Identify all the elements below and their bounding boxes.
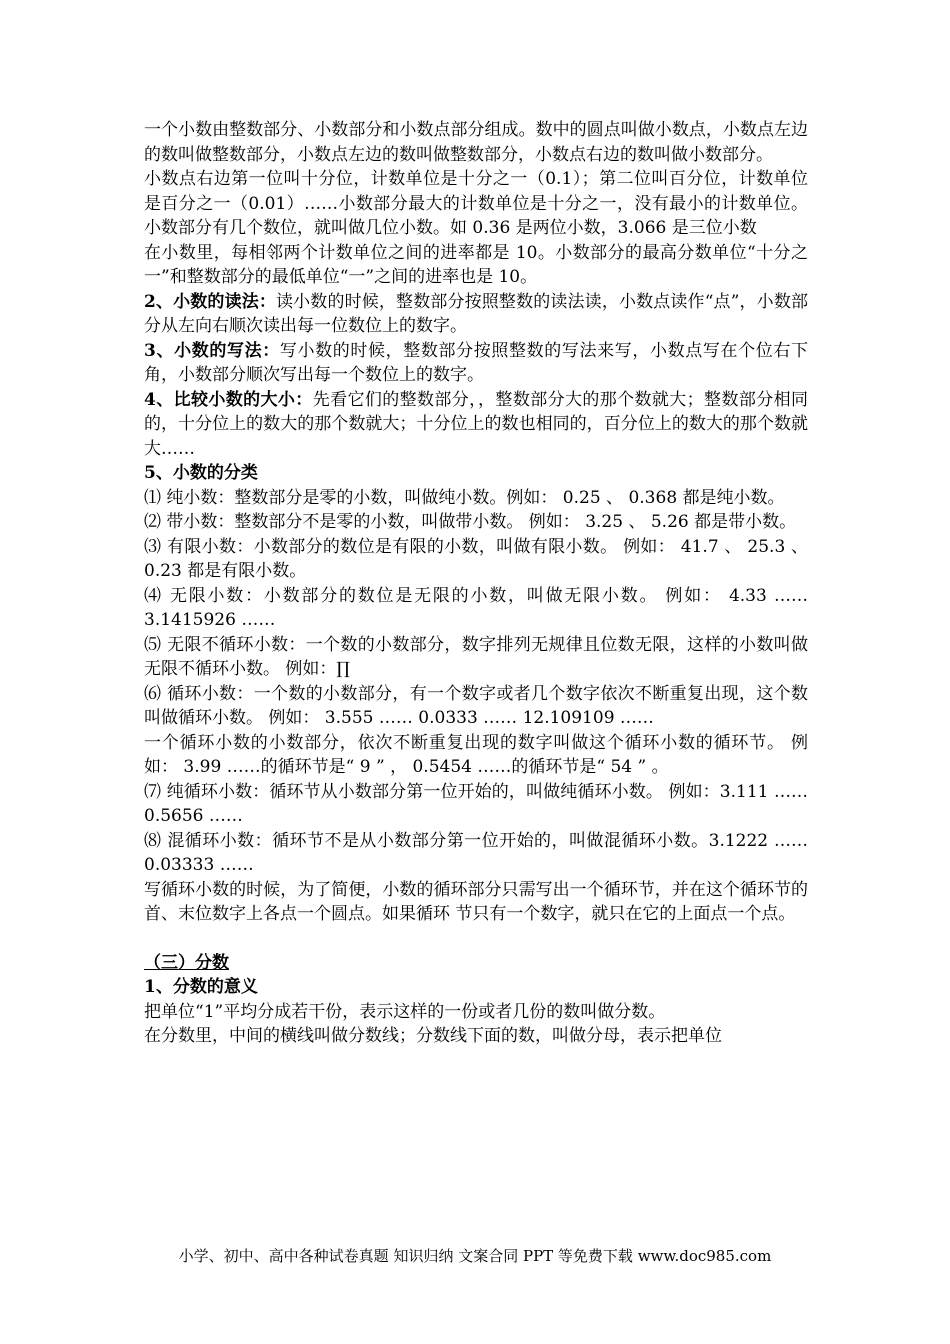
comparing-text: 先看它们的整数部分，，整数部分大的那个数就大；整数部分相同的，十分位上的数大的那个数就大；十分位上的数也相同的，百分位上的数大的那个数就大…… — [144, 389, 808, 459]
section-comparing — [144, 388, 808, 462]
document-body — [144, 118, 808, 1049]
classification-heading: 5、小数的分类 — [144, 463, 258, 483]
classification-item-repeating: ⑹ 循环小数：一个数的小数部分，有一个数字或者几个数字依次不断重复出现，这个数叫做循环小数。 例如： 3.555 …… 0.0333 …… 12.109109 …… — [144, 683, 808, 728]
classification-item-finite: ⑶ 有限小数：小数部分的数位是有限的小数，叫做有限小数。 例如： 41.7 、 25.3 、 0.23 都是有限小数。 — [144, 536, 808, 581]
fraction-meaning-heading: 1、分数的意义 — [144, 977, 258, 997]
writing-heading: 3、小数的写法： — [144, 340, 280, 361]
spacer — [144, 927, 808, 951]
fraction-paragraph-1: 把单位“1”平均分成若干份，表示这样的一份或者几份的数叫做分数。 — [144, 1001, 666, 1022]
classification-item-infinite: ⑷ 无限小数：小数部分的数位是无限的小数，叫做无限小数。 例如： 4.33 …… 3.1415926 …… — [144, 585, 808, 630]
section-writing — [144, 339, 808, 388]
classification-item-nonrepeating: ⑸ 无限不循环小数：一个数的小数部分，数字排列无规律且位数无限，这样的小数叫做无限不循环小数。 例如：∏ — [144, 634, 808, 679]
comparing-heading: 4、比较小数的大小： — [144, 389, 313, 410]
section-title-fractions: （三）分数 — [144, 952, 229, 973]
classification-item-mixed-repeating: ⑻ 混循环小数：循环节不是从小数部分第一位开始的，叫做混循环小数。3.1222 …… 0.03333 …… — [144, 830, 808, 875]
fraction-paragraph-2: 在分数里，中间的横线叫做分数线；分数线下面的数，叫做分母，表示把单位 — [144, 1026, 722, 1046]
paragraph-decimal-places: 小数点右边第一位叫十分位，计数单位是十分之一（0.1）；第二位叫百分位，计数单位是百分之一（0.01）……小数部分最大的计数单位是十分之一，没有最小的计数单位。小数部分有几个数位，就叫做几位小数。如 0.36 是两位小数，3.066 是三位小数 — [144, 169, 808, 238]
paragraph-decimal-rate: 在小数里，每相邻两个计数单位之间的进率都是 10。小数部分的最高分数单位“十分之一”和整数部分的最低单位“一”之间的进率也是 10。 — [144, 242, 808, 287]
classification-item-pure: ⑴ 纯小数：整数部分是零的小数，叫做纯小数。例如： 0.25 、 0.368 都是纯小数。 — [144, 487, 785, 508]
reading-text: 读小数的时候，整数部分按照整数的读法读，小数点读作“点”，小数部分从左向右顺次读出每一位数位上的数字。 — [144, 291, 808, 336]
page-footer: 小学、初中、高中各种试卷真题 知识归纳 文案合同 PPT 等免费下载 www.doc985.com — [178, 1247, 772, 1265]
classification-item-pure-repeating: ⑺ 纯循环小数：循环节从小数部分第一位开始的，叫做纯循环小数。 例如：3.111 …… 0.5656 …… — [144, 781, 808, 826]
paragraph-decimal-composition: 一个小数由整数部分、小数部分和小数点部分组成。数中的圆点叫做小数点，小数点左边的数叫做整数部分，小数点左边的数叫做整数部分，小数点右边的数叫做小数部分。 — [144, 120, 808, 165]
reading-heading: 2、小数的读法： — [144, 291, 277, 312]
section-reading — [144, 290, 808, 339]
classification-item-notation: 写循环小数的时候，为了简便，小数的循环部分只需写出一个循环节，并在这个循环节的首、末位数字上各点一个圆点。如果循环 节只有一个数字，就只在它的上面点一个点。 — [144, 879, 808, 924]
classification-item-repetend: 一个循环小数的小数部分，依次不断重复出现的数字叫做这个循环小数的循环节。 例如： 3.99 ……的循环节是“ 9 ” ， 0.5454 ……的循环节是“ 54 ” 。 — [144, 732, 808, 777]
classification-item-mixed: ⑵ 带小数：整数部分不是零的小数，叫做带小数。 例如： 3.25 、 5.26 都是带小数。 — [144, 512, 797, 532]
writing-text: 写小数的时候，整数部分按照整数的写法来写，小数点写在个位右下角，小数部分顺次写出每一个数位上的数字。 — [144, 340, 808, 385]
